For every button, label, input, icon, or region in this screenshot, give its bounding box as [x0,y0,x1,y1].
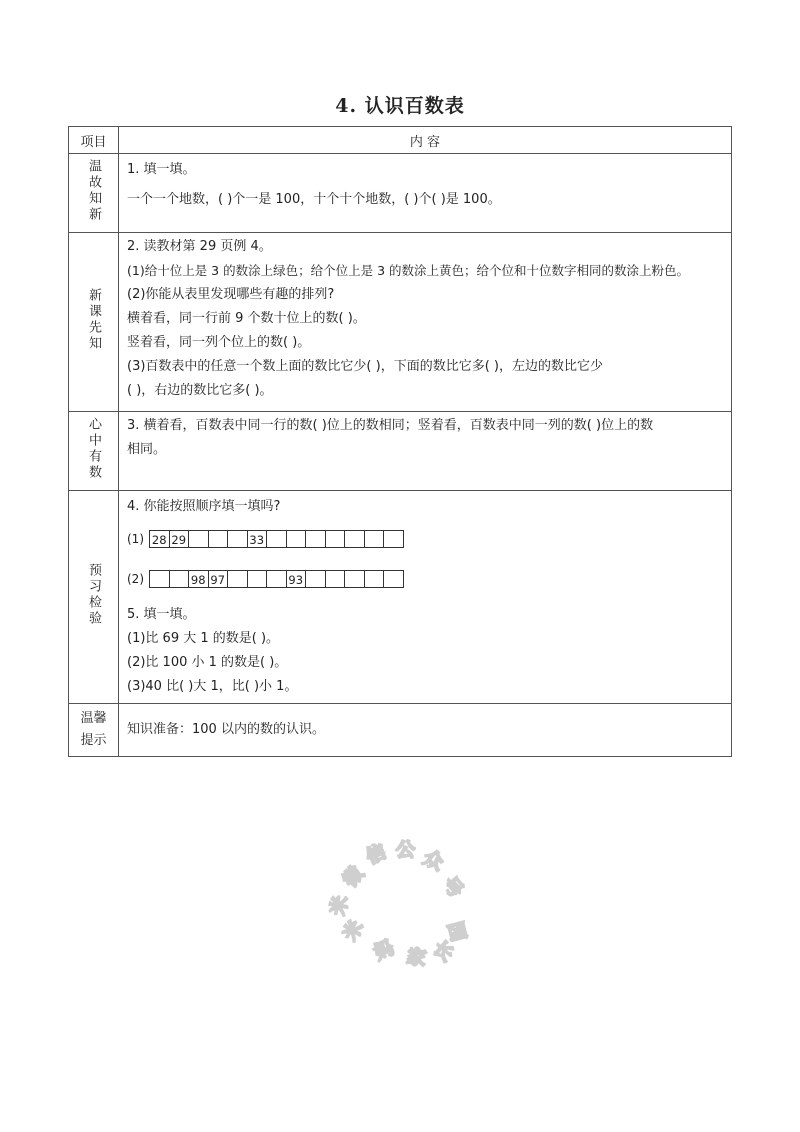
worksheet-table [68,126,732,757]
section-newlesson [69,233,732,412]
number-cell[interactable] [267,570,287,588]
section-label-newlesson: 新课先知 [86,288,101,352]
newlesson-line-1: 2. 读教材第 29 页例 4。 [127,239,272,254]
svg-text:长: 长 [428,936,458,967]
preview-q5-line-3: (3)40 比( )大 1，比( )小 1。 [127,679,298,694]
newlesson-line-2: (1)给十位上是 3 的数涂上绿色；给个位上是 3 的数涂上黄色；给个位和十位数字相同的数涂上粉色。 [127,263,690,278]
section-mind [69,412,732,491]
svg-text:米: 米 [339,917,368,945]
number-cell[interactable] [345,570,365,588]
review-line-2: 一个一个地数，( )个一是 100，十个十个地数，( )个( )是 100。 [127,192,501,207]
number-cell[interactable] [326,570,346,588]
svg-text:号: 号 [438,873,468,902]
svg-text:众: 众 [419,846,447,875]
number-cell[interactable] [306,570,326,588]
header-content-label: 内 容 [119,127,732,154]
preview-q4: 4. 你能按照顺序填一填吗? [127,499,281,514]
newlesson-line-4: 横着看，同一行前 9 个数十位上的数( )。 [127,311,366,326]
number-cell[interactable] [365,570,385,588]
svg-text:信: 信 [362,840,390,869]
preview-q5-line-1: (1)比 69 大 1 的数是( )。 [127,631,280,646]
number-cell[interactable]: 97 [209,570,229,588]
number-cell[interactable] [248,570,268,588]
number-row-1 [127,519,723,559]
section-review [69,154,732,233]
svg-text:公: 公 [396,839,416,861]
svg-text:家: 家 [405,945,428,971]
number-cell[interactable]: 33 [248,530,268,548]
number-cell[interactable]: 98 [189,570,209,588]
newlesson-line-6: (3)百数表中的任意一个数上面的数比它少( )，下面的数比它多( )，左边的数比它少 [127,359,603,374]
number-cell[interactable] [365,530,385,548]
table-header-row [69,127,732,154]
number-row-2 [127,559,723,599]
row-1-label: (1) [127,532,144,546]
mind-line-1: 3. 横着看，百数表中同一行的数( )位上的数相同；竖着看，百数表中同一列的数( )位上的数 [127,418,654,433]
number-cell[interactable] [170,570,190,588]
svg-text:微: 微 [338,862,369,892]
number-cell[interactable] [189,530,209,548]
svg-text:妈: 妈 [370,936,398,965]
review-line-1: 1. 填一填。 [127,162,196,177]
preview-q5-line-2: (2)比 100 小 1 的数是( )。 [127,655,288,670]
section-label-review: 温故知新 [86,159,101,223]
row-2-label: (2) [127,572,144,586]
number-cell[interactable] [228,530,248,548]
number-cell[interactable]: 28 [150,530,170,548]
number-cell[interactable] [209,530,229,548]
section-label-tips: 温馨提示 [80,711,107,748]
section-label-preview: 预习检验 [86,563,101,627]
number-cell[interactable]: 93 [287,570,307,588]
svg-text:园: 园 [443,919,470,944]
number-cell[interactable] [228,570,248,588]
number-cell[interactable] [306,530,326,548]
number-cell[interactable] [326,530,346,548]
newlesson-line-7: ( )，右边的数比它多( )。 [127,383,273,398]
tips-text: 知识准备：100 以内的数的认识。 [127,722,325,737]
number-cell[interactable] [384,530,404,548]
section-preview [69,491,732,704]
number-cell[interactable] [384,570,404,588]
header-item-label: 项目 [69,127,119,154]
newlesson-line-5: 竖着看，同一列个位上的数( )。 [127,335,311,350]
watermark-stamp [327,828,470,971]
number-cell[interactable] [287,530,307,548]
number-cell[interactable] [150,570,170,588]
section-label-mind: 心中有数 [86,417,101,481]
number-cell[interactable]: 29 [170,530,190,548]
svg-text:米: 米 [327,894,353,917]
page-title: 4. 认识百数表 [335,95,465,117]
number-cell[interactable] [267,530,287,548]
section-tips [69,704,732,757]
newlesson-line-3: (2)你能从表里发现哪些有趣的排列? [127,287,335,302]
mind-line-2: 相同。 [127,442,167,457]
number-cell[interactable] [345,530,365,548]
preview-q5: 5. 填一填。 [127,607,196,622]
